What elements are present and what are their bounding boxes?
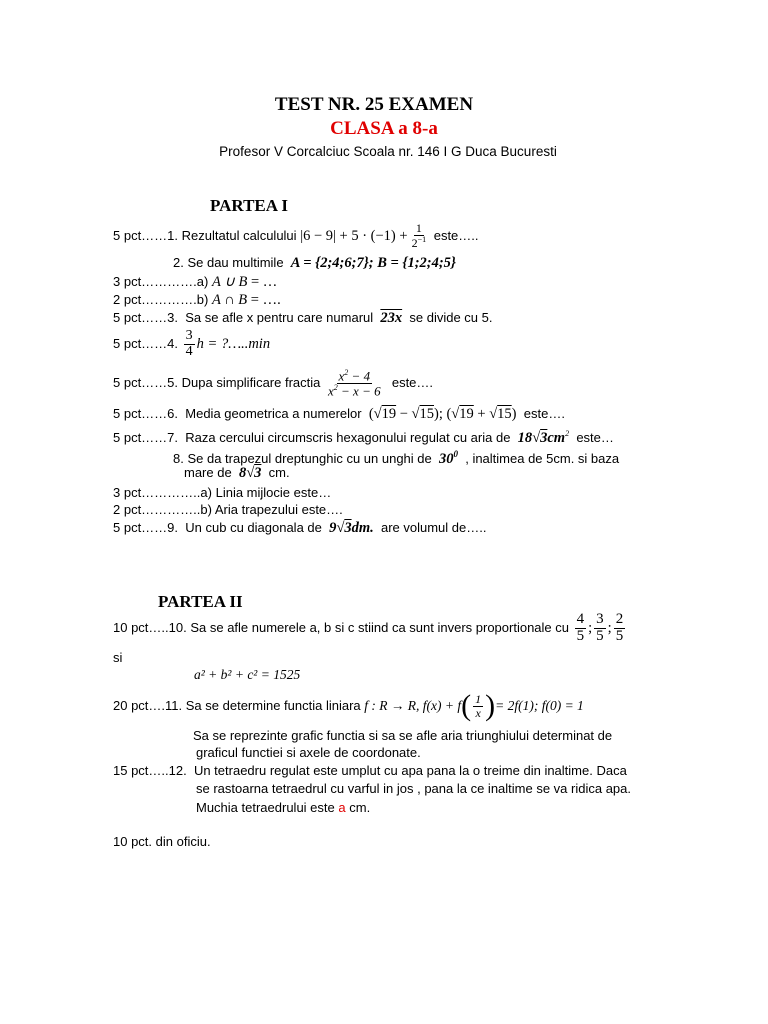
q1-tail: este….. [433, 228, 479, 243]
q9-points: 5 pct……9. [113, 520, 179, 535]
q11-eq-b: = 2f(1); f(0) = 1 [495, 698, 584, 713]
q8-line2: mare de [184, 465, 232, 480]
q1-text: Rezultatul calculului [181, 228, 297, 243]
q2b-tail: = …. [250, 292, 281, 308]
question-2b [113, 292, 281, 308]
q5-fraction: $\frac{x^2 - 4}{x^2 - x - 6}$ [328, 367, 381, 398]
page-title: TEST NR. 25 EXAMEN [274, 94, 474, 115]
part2-title: PARTEA II [158, 592, 243, 611]
question-10: 10 pct…..10. Sa se afle numerele a, b si c stiind ca sunt invers proportionale cu $\frac{4}{5}$ ; $\frac{3}{5}$ ; $\frac{2}{5}$ [113, 610, 624, 644]
question-9 [113, 520, 486, 536]
oficiu-line: 10 pct. din oficiu. [113, 834, 211, 849]
q10-fraction-2: $\frac{3}{5}$ [596, 610, 604, 644]
question-11: 20 pct….11. Sa se determine functia liniara f : R → R, f(x) + f ( $\frac{1}{x}$ ) = 2f(1); f(0) = 1 [113, 689, 584, 722]
question-2 [173, 255, 456, 271]
q3-number: 23x [380, 310, 403, 326]
question-6 [113, 406, 565, 422]
q3-text: Sa se afle x pentru care numarul [185, 310, 374, 325]
question-8a [113, 485, 331, 501]
q3-points: 5 pct……3. [113, 310, 179, 325]
q7-area: $18√3cm^2$ [517, 429, 570, 446]
q1-fraction: $\frac{1}{2^{-1}}$ [411, 221, 427, 250]
q7-points: 5 pct……7. [113, 429, 179, 445]
q8a-text: Linia mijlocie este… [215, 485, 332, 500]
q5-points: 5 pct……5. [113, 375, 179, 390]
q4-fraction: $\frac{3}{4}$ [185, 327, 193, 359]
q12-line2: se rastoarna tetraedrul cu varful in jos , pana la ce inaltime se va ridica apa. [196, 781, 632, 796]
part1-title: PARTEA I [210, 196, 288, 215]
q8-angle: $30^0$ [438, 449, 458, 467]
q11-fraction: $\frac{1}{x}$ [475, 691, 482, 720]
q12-points: 15 pct…..12. [113, 763, 187, 778]
question-7 [113, 426, 614, 446]
q1-formula: |6 − 9| + 5 · (−1) + [300, 228, 408, 244]
q8-base: 8√3 [238, 465, 262, 481]
q9-text: Un cub cu diagonala de [185, 520, 322, 535]
q8-text: 8. Se da trapezul dreptunghic cu un unghi de [173, 450, 432, 466]
q6-points: 5 pct……6. [113, 406, 179, 421]
q12-text: Un tetraedru regulat este umplut cu apa pana la o treime din inaltime. Daca [193, 763, 627, 778]
q10-text: Sa se afle numerele a, b si c stiind ca sunt invers proportionale cu [190, 620, 569, 635]
teacher-line: Profesor V Corcalciuc Scoala nr. 146 I G Duca Bucuresti [219, 144, 557, 159]
q10-fraction-1: $\frac{4}{5}$ [576, 610, 585, 644]
question-3 [113, 310, 492, 326]
q4-points: 5 pct……4. [113, 336, 179, 351]
question-8b [113, 502, 343, 518]
q9-tail: are volumul de….. [380, 520, 487, 535]
question-1 [113, 222, 479, 250]
q6-tail: este…. [523, 406, 565, 421]
q10-points: 10 pct…..10. [113, 620, 187, 635]
q6-text: Media geometrica a numerelor [185, 406, 362, 421]
question-12 [113, 763, 627, 779]
q12-variable: a [338, 800, 346, 815]
q11-line3: graficul functiei si axele de coordonate. [196, 745, 421, 760]
question-5 [113, 365, 433, 401]
q6-formula: (√19 − √15); (√19 + √15) [368, 406, 517, 422]
q8-text2: , inaltimea de 5cm. si baza [465, 450, 620, 466]
q2a-tail: = … [250, 274, 278, 290]
q12-line3: Muchia tetraedrului este a cm. [196, 800, 371, 815]
q2a-formula: A ∪ B [211, 274, 248, 290]
q10-si: si [113, 650, 123, 665]
q2-sets: A = {2;4;6;7}; B = {1;2;4;5} [290, 255, 456, 271]
question-8-line2 [184, 465, 290, 481]
q2b-points: 2 pct………….b) [113, 292, 209, 307]
q9-diagonal: 9√3dm. [329, 520, 374, 536]
q11-points: 20 pct….11. [113, 698, 183, 713]
q8b-points: 2 pct…………..b) [113, 502, 212, 517]
q7-text: Raza cercului circumscris hexagonului regulat cu aria de [185, 429, 511, 445]
q5-tail: este…. [391, 375, 434, 390]
q2b-formula: A ∩ B [211, 292, 248, 308]
q8b-text: Aria trapezului este…. [214, 502, 343, 517]
q5-text: Dupa simplificare fractia [181, 375, 321, 390]
q2a-points: 3 pct………….a) [113, 274, 209, 289]
question-4 [113, 327, 270, 361]
q8-tail: cm. [268, 465, 290, 480]
q2-text: 2. Se dau multimile [173, 255, 284, 270]
class-label: CLASA a 8-a [330, 118, 438, 139]
q3-tail: se divide cu 5. [409, 310, 493, 325]
q11-text: Sa se determine functia liniara [185, 698, 361, 713]
question-2a [113, 274, 277, 290]
q10-fraction-3: $\frac{2}{5}$ [615, 610, 624, 644]
q8a-points: 3 pct…………..a) [113, 485, 212, 500]
q4-tail: h = ?…..min [196, 336, 271, 352]
q1-points: 5 pct……1. [113, 228, 179, 243]
q11-line2: Sa se reprezinte grafic functia si sa se afle aria triunghiului determinat de [193, 728, 613, 743]
q7-tail: este… [576, 429, 614, 445]
q10-equation: a² + b² + c² = 1525 [194, 667, 301, 682]
q11-eq-a: f : R → R, f(x) + f [364, 698, 462, 713]
question-8 [173, 446, 619, 467]
